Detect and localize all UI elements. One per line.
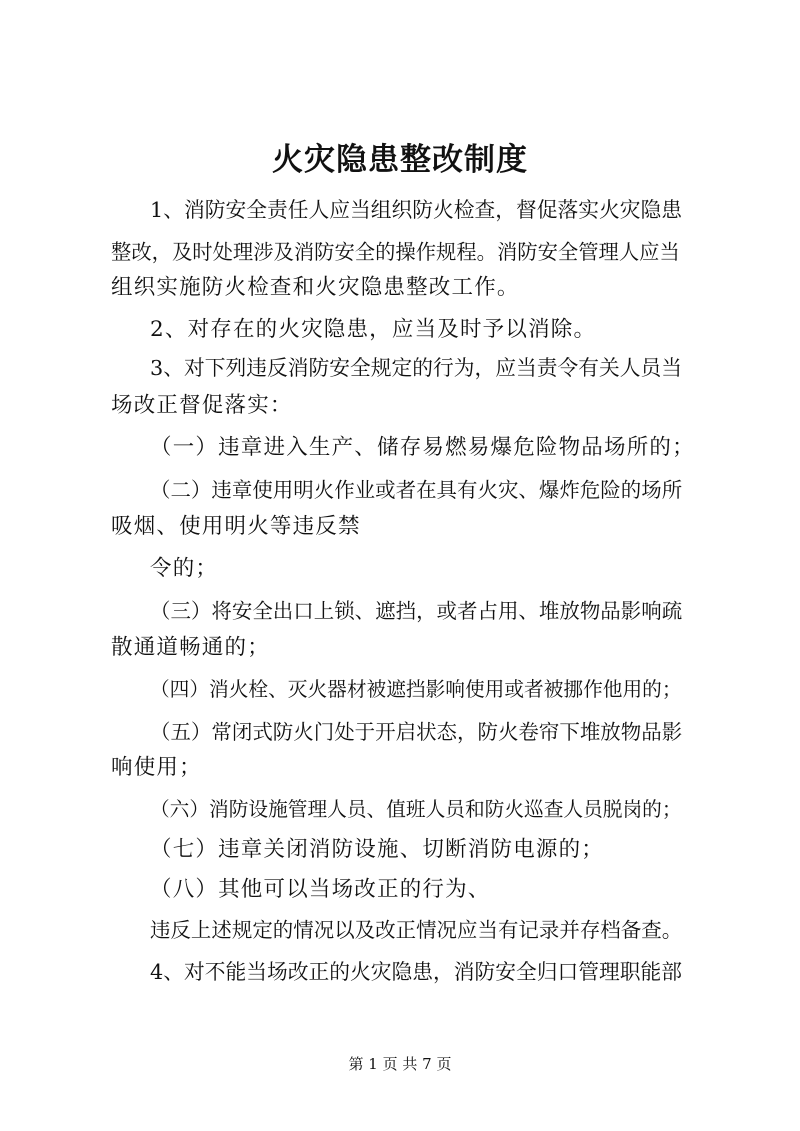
paragraph-line: 场改正督促落实： (111, 393, 293, 418)
paragraph-line: （二）违章使用明火作业或者在具有火灾、爆炸危险的场所 (150, 478, 683, 502)
paragraph-line: 4、对不能当场改正的火灾隐患，消防安全归口管理职能部 (150, 960, 682, 984)
paragraph-line: （三）将安全出口上锁、遮挡，或者占用、堆放物品影响疏 (150, 599, 683, 623)
paragraph-line: （一）违章进入生产、储存易燃易爆危险物品场所的； (150, 435, 695, 460)
paragraph-line: 1、消防安全责任人应当组织防火检查，督促落实火灾隐患 (150, 198, 682, 222)
page-number-footer: 第 1 页 共 7 页 (348, 1055, 452, 1073)
paragraph-line: 散通道畅通的； (111, 635, 270, 660)
paragraph-line: （八）其他可以当场改正的行为、 (150, 877, 491, 902)
paragraph-line: （六）消防设施管理人员、值班人员和防火巡查人员脱岗的； (150, 798, 682, 821)
document-title: 火灾隐患整改制度 (272, 142, 528, 178)
paragraph-line: 令的； (150, 556, 219, 581)
paragraph-line: 3、对下列违反消防安全规定的行为，应当责令有关人员当 (150, 356, 682, 380)
paragraph-line: 响使用； (111, 755, 202, 780)
paragraph-line: （四）消火栓、灭火器材被遮挡影响使用或者被挪作他用的； (150, 678, 682, 701)
paragraph-line: 组织实施防火检查和火灾隐患整改工作。 (111, 275, 520, 300)
paragraph-line: 违反上述规定的情况以及改正情况应当有记录并存档备查。 (150, 918, 683, 942)
paragraph-line: 2、对存在的火灾隐患，应当及时予以消除。 (150, 317, 597, 342)
paragraph-line: 整改，及时处理涉及消防安全的操作规程。消防安全管理人应当 (111, 240, 680, 264)
paragraph-line: （七）违章关闭消防设施、切断消防电源的； (150, 837, 605, 862)
paragraph-line: 吸烟、使用明火等违反禁 (111, 514, 361, 539)
paragraph-line: （五）常闭式防火门处于开启状态，防火卷帘下堆放物品影 (150, 720, 683, 744)
